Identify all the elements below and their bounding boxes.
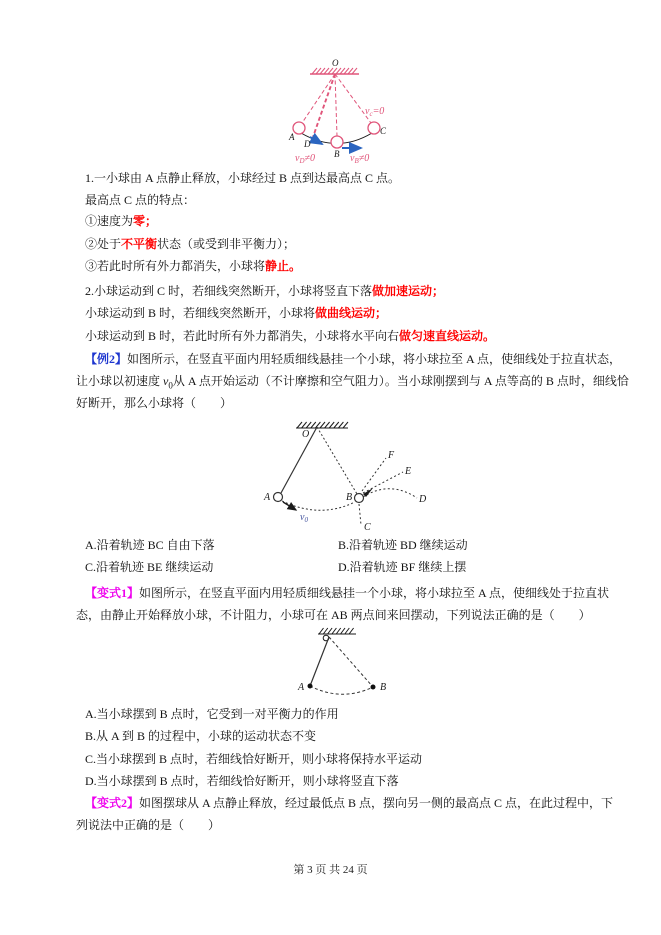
text: ②处于 [85,237,122,251]
text: 状态（或受到非平衡力）； [157,237,296,251]
fig1-label-O: O [332,58,339,68]
pendulum-strings [302,74,371,137]
para-sec1-item2 [85,237,295,252]
text: D.当小球摆到 B 点时，若细线恰好断开，则小球将竖直下落 [85,774,399,788]
highlight-red: 做匀速直线运动。 [399,329,496,343]
string-OA-solid [281,427,317,493]
ex2-option-A [85,538,215,553]
fig3-label-B: B [380,682,387,693]
symbol-v0: v [163,374,169,388]
trajectory-BC [359,504,361,525]
arrow-vD [310,137,322,144]
fig1-label-B: B [334,149,340,159]
fig1-label-vb: $v_B\ne 0$ [350,153,370,165]
ex2-option-D [338,560,466,575]
fig1-label-C: C [380,126,387,136]
para-sec1-line2 [85,193,195,208]
string-OA-solid [310,637,329,686]
text: A.沿着轨迹 BC 自由下落 [85,538,215,552]
text: 2.小球运动到 C 时，若细线突然断开，小球将竖直下落 [85,284,373,298]
highlight-red: 做加速运动； [372,284,445,298]
para-ex2-line2 [76,374,629,393]
figure-example2-pendulum [246,420,454,538]
ceiling-hatch [296,422,348,428]
ball-A [293,122,305,134]
text: 让小球以初速度 [76,374,164,388]
text: 好断开，那么小球将（ ） [76,396,233,410]
variation2-tag: 【变式2】 [85,796,140,810]
ball-C [368,122,380,134]
text: 如图摆球从 A 点静止释放，经过最低点 B 点，摆向另一侧的最高点 C 点，在此过程中，下 [139,796,614,810]
string-OB-dotted [317,427,357,494]
text: D.沿着轨迹 BF 继续上摆 [338,560,467,574]
trajectory-BF [362,458,386,491]
symbol-v0-sub: 0 [168,380,173,391]
string-OD-thick [313,74,335,137]
text: 小球运动到 B 时，若此时所有外力都消失，小球将水平向右 [85,329,400,343]
para-var1-line1 [85,586,609,601]
figure-pendulum-overview [276,56,440,168]
fig2-label-F: F [388,450,395,461]
fig2-label-A: A [264,492,271,503]
var1-option-A [85,707,339,722]
para-sec2-line3 [85,329,495,344]
figure-variation1-pendulum [280,626,410,704]
ball-B [331,136,343,148]
point-A [308,684,313,689]
text: 态，由静止开始释放小球，不计阻力，小球可在 AB 两点间来回摆动，下列说法正确的是（ ） [76,608,591,622]
para-var1-line2 [76,608,591,623]
text: 小球运动到 B 时，若细线突然断开，小球将 [85,306,316,320]
para-sec2-line2 [85,306,387,321]
text: ③若此时所有外力都消失，小球将 [85,259,266,273]
fig2-label-E: E [405,466,412,477]
text: 如图所示，在竖直平面内用轻质细线悬挂一个小球，将小球拉至 A 点，使细线处于拉直状 [139,586,610,600]
text: 列说法中正确的是（ ） [76,818,221,832]
var1-option-B [85,729,316,744]
text: 从 A 点开始运动（不计摩擦和空气阻力）。当小球刚摆到与 A 点等高的 B 点时，细线恰 [172,374,629,388]
fig2-label-D: D [419,494,427,505]
variation1-tag: 【变式1】 [85,586,140,600]
fig2-label-v0: $v_0$ [300,512,308,524]
text: C.沿着轨迹 BE 继续运动 [85,560,214,574]
point-B [371,685,376,690]
var1-option-D [85,774,399,789]
text: 最高点 C 点的特点： [85,193,196,207]
fig1-label-vc: $v_c=0$ [365,106,385,118]
text: B.从 A 到 B 的过程中，小球的运动状态不变 [85,729,317,743]
fig3-label-A: A [298,682,305,693]
highlight-red: 零； [133,214,158,228]
ball-A [274,493,283,502]
ball-B [355,494,364,503]
para-ex2-line1 [85,352,621,367]
para-sec1-line1 [85,171,400,186]
para-sec1-item1 [85,214,157,229]
text: 第 3 页 共 24 页 [293,864,368,876]
para-sec2-line1 [85,284,444,299]
example2-tag: 【例2】 [85,352,128,366]
para-var2-line2 [76,818,220,833]
fig2-label-B: B [346,492,353,503]
text: ①速度为 [85,214,134,228]
text: 如图所示，在竖直平面内用轻质细线悬挂一个小球，将小球拉至 A 点，使细线处于拉直状态， [127,352,622,366]
ex2-option-C [85,560,213,575]
para-sec1-item3 [85,259,301,274]
text: A.当小球摆到 B 点时，它受到一对平衡力的作用 [85,707,339,721]
fig1-label-A: A [289,132,295,142]
highlight-red: 不平衡 [121,237,158,251]
text: C.当小球摆到 B 点时，若细线恰好断开，则小球将保持水平运动 [85,752,423,766]
text: B.沿着轨迹 BD 继续运动 [338,538,468,552]
fig2-label-C: C [364,522,371,533]
arc-AB-dashed [310,686,373,694]
string-OB-dashed [329,637,373,687]
text: 1.一小球由 A 点静止释放，小球经过 B 点到达最高点 C 点。 [85,171,401,185]
page-number-footer [0,861,661,877]
ceiling-hatch [318,628,356,634]
ceiling-hatch [310,68,359,74]
ex2-option-B [338,538,468,553]
para-ex2-line3 [76,396,232,411]
fig1-label-D: D [304,139,311,149]
fig1-label-vd: $v_D\ne 0$ [295,153,316,165]
highlight-red: 静止。 [265,259,302,273]
fig2-label-O: O [302,429,310,440]
var1-option-C [85,752,422,767]
highlight-red: 做曲线运动； [315,306,388,320]
para-var2-line1 [85,796,613,811]
